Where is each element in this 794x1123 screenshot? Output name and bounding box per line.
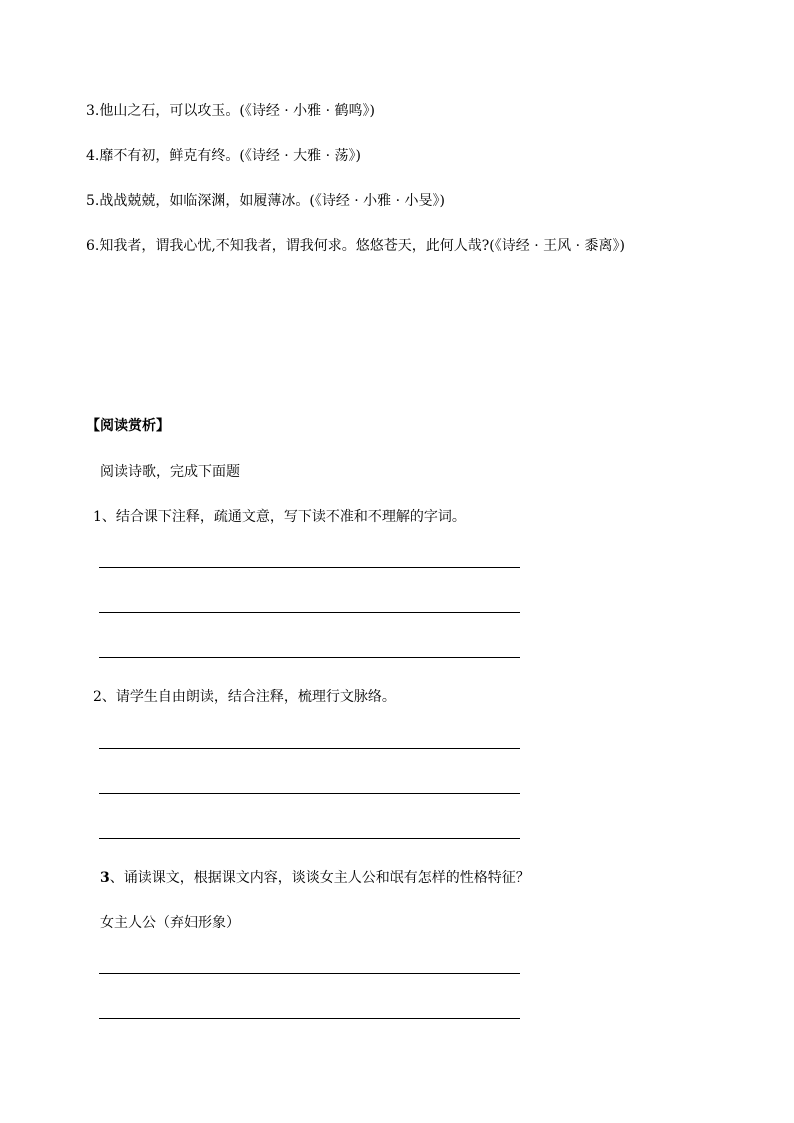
reading-instruction: 阅读诗歌，完成下面题 (100, 464, 240, 480)
question-2: 2、请学生自由朗读，结合注释，梳理行文脉络。 (93, 689, 396, 705)
quote-line-3: 3.他山之石，可以攻玉。(《诗经 · 小雅 · 鹤鸣》) (86, 103, 375, 119)
section-heading: 【阅读赏析】 (86, 418, 170, 434)
answer-line[interactable] (99, 1018, 520, 1019)
quote-line-5: 5.战战兢兢，如临深渊，如履薄冰。(《诗经 · 小雅 · 小旻》) (86, 193, 445, 209)
answer-line[interactable] (99, 793, 520, 794)
quote-line-4: 4.靡不有初，鲜克有终。(《诗经 · 大雅 · 荡》) (86, 148, 361, 164)
sub-prompt: 女主人公（弃妇形象） (100, 915, 240, 931)
answer-line[interactable] (99, 838, 520, 839)
question-3-text: 、诵读课文，根据课文内容，谈谈女主人公和氓有怎样的性格特征？ (109, 870, 530, 886)
question-3-number: 3 (100, 870, 110, 886)
quote-line-6: 6.知我者，谓我心忧,不知我者，谓我何求。悠悠苍天，此何人哉?(《诗经 · 王风 · 黍离》) (86, 238, 625, 254)
question-1: 1、结合课下注释，疏通文意，写下读不准和不理解的字词。 (93, 509, 466, 525)
answer-line[interactable] (99, 657, 520, 658)
question-3 (100, 869, 530, 887)
answer-line[interactable] (99, 567, 520, 568)
answer-line[interactable] (99, 612, 520, 613)
answer-line[interactable] (99, 748, 520, 749)
answer-line[interactable] (99, 973, 520, 974)
